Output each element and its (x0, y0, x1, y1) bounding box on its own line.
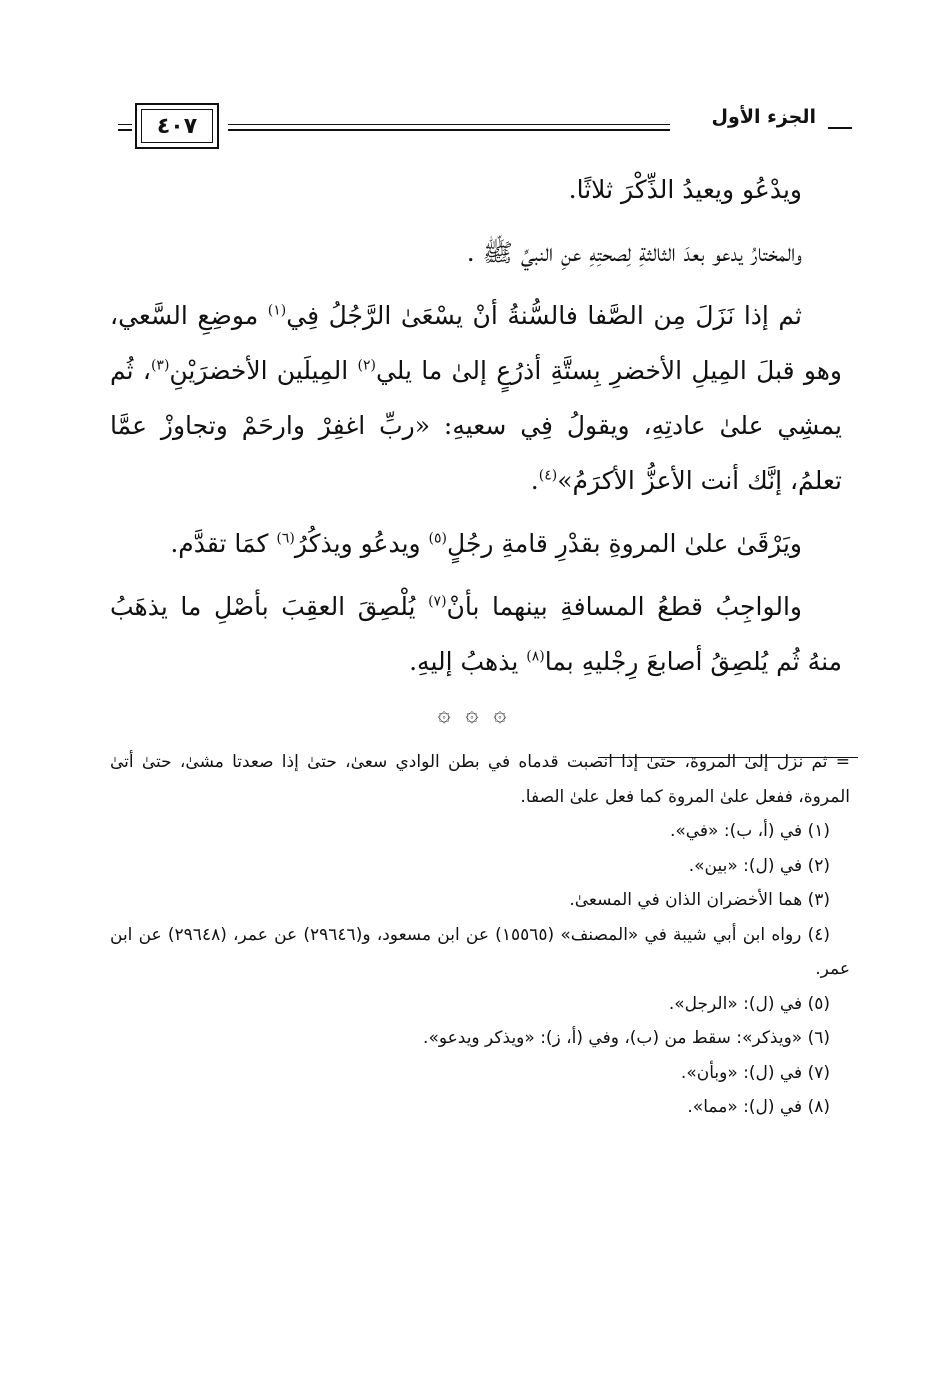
footnote-ref: (٥) (428, 530, 448, 547)
footnotes (110, 745, 850, 1125)
text-run: ثم إذا نَزَلَ مِن الصَّفا فالسُّنةُ أنْ يسْعَىٰ الرَّجُلُ فِي (286, 301, 802, 330)
paragraph-1: ويدْعُو ويعيدُ الذِّكْرَ ثلاثًا. (568, 175, 802, 204)
text-run: ويدعُو ويذكُرُ (294, 529, 429, 558)
text-run: المِيلَين الأخضرَيْنِ (169, 356, 358, 385)
star-ornament-icon: ۞ (437, 702, 451, 727)
footnote-ref: (٤) (538, 467, 558, 484)
footnote-ref: (٨) (526, 648, 545, 665)
part-title: الجزء الأول (711, 106, 816, 128)
paragraph-5 (110, 579, 842, 689)
section-ornament (0, 702, 944, 727)
text-run: يذهبُ إليهِ. (409, 647, 527, 676)
text-run: . (530, 466, 539, 495)
footnote-ref: (٦) (276, 530, 295, 547)
paragraph-3 (110, 288, 842, 508)
text-run: ، ثُم يمشِي علىٰ عادتِهِ، ويقولُ فِي سعيهِ: «ربِّ اغفِرْ وارحَمْ وتجاوزْ عمَّا تعلمُ، إنَّك أنت الأعزُّ الأكرَمُ» (110, 356, 842, 495)
footnote-ref: (٧) (428, 593, 447, 610)
paragraph-2: والمختارُ يدعو بعدَ الثالثةِ لِصحتِهِ عنِ النبيِّ ﷺ . (466, 238, 802, 267)
footnote-item: (٦) «ويذكر»: سقط من (ب)، وفي (أ، ز): «ويذكر ويدعو». (423, 1028, 830, 1048)
footnote-item: (١) في (أ، ب): «في». (669, 821, 830, 841)
page-number: ٤٠٧ (156, 113, 198, 139)
text-run: والواجِبُ قطعُ المسافةِ بينهما بأنْ (446, 592, 802, 621)
footnote-ref: (١) (267, 302, 287, 319)
footnote-item: (٥) في (ل): «الرجل». (668, 993, 830, 1014)
footnote-continuation: = ثم نزل إلىٰ المروة، حتىٰ إذا انصبت قدماه في بطن الوادي سعىٰ، حتىٰ إذا صعدتا مشىٰ، حتىٰ أتىٰ المروة، ففعل علىٰ المروة كما فعل علىٰ الصفا. (110, 752, 850, 807)
footnote-ref: (٣) (150, 357, 170, 374)
header-rule (228, 124, 670, 131)
footnote-item: (٢) في (ل): «بين». (688, 855, 830, 876)
header-dash (828, 127, 852, 129)
footnote-item: (٤) رواه ابن أبي شيبة في «المصنف» (١٥٥٦٥) عن ابن مسعود، و(٢٩٦٤٦) عن عمر، (٢٩٦٤٨) عن ابن عمر. (110, 924, 850, 979)
text-run: يُلْصِقَ العقِبَ بأصْلِ ما يذهَبُ منهُ ثُم يُلصِقُ أصابعَ رِجْليهِ بما (110, 592, 842, 676)
star-ornament-icon: ۞ (493, 702, 507, 727)
text-run: كمَا تقدَّم. (170, 529, 277, 558)
star-ornament-icon: ۞ (465, 702, 479, 727)
footnote-item: (٧) في (ل): «وبأن». (680, 1062, 830, 1083)
header-left-dash (118, 124, 132, 131)
page-number-frame (141, 109, 213, 143)
paragraph-4 (110, 516, 842, 571)
footnote-item: (٣) هما الأخضران الذان في المسعىٰ. (569, 890, 830, 910)
main-text (110, 162, 842, 689)
page-number-box (135, 103, 219, 149)
footnote-item: (٨) في (ل): «مما». (687, 1097, 830, 1117)
text-run: ويَرْقَىٰ علىٰ المروةِ بقدْرِ قامةِ رجُلٍ (447, 529, 802, 558)
text-run: موضِعِ السَّعي، وهو قبلَ المِيلِ الأخضرِ بِستَّةِ أذرُعٍ إلىٰ ما يلي (110, 301, 842, 385)
footnote-ref: (٢) (357, 357, 376, 374)
